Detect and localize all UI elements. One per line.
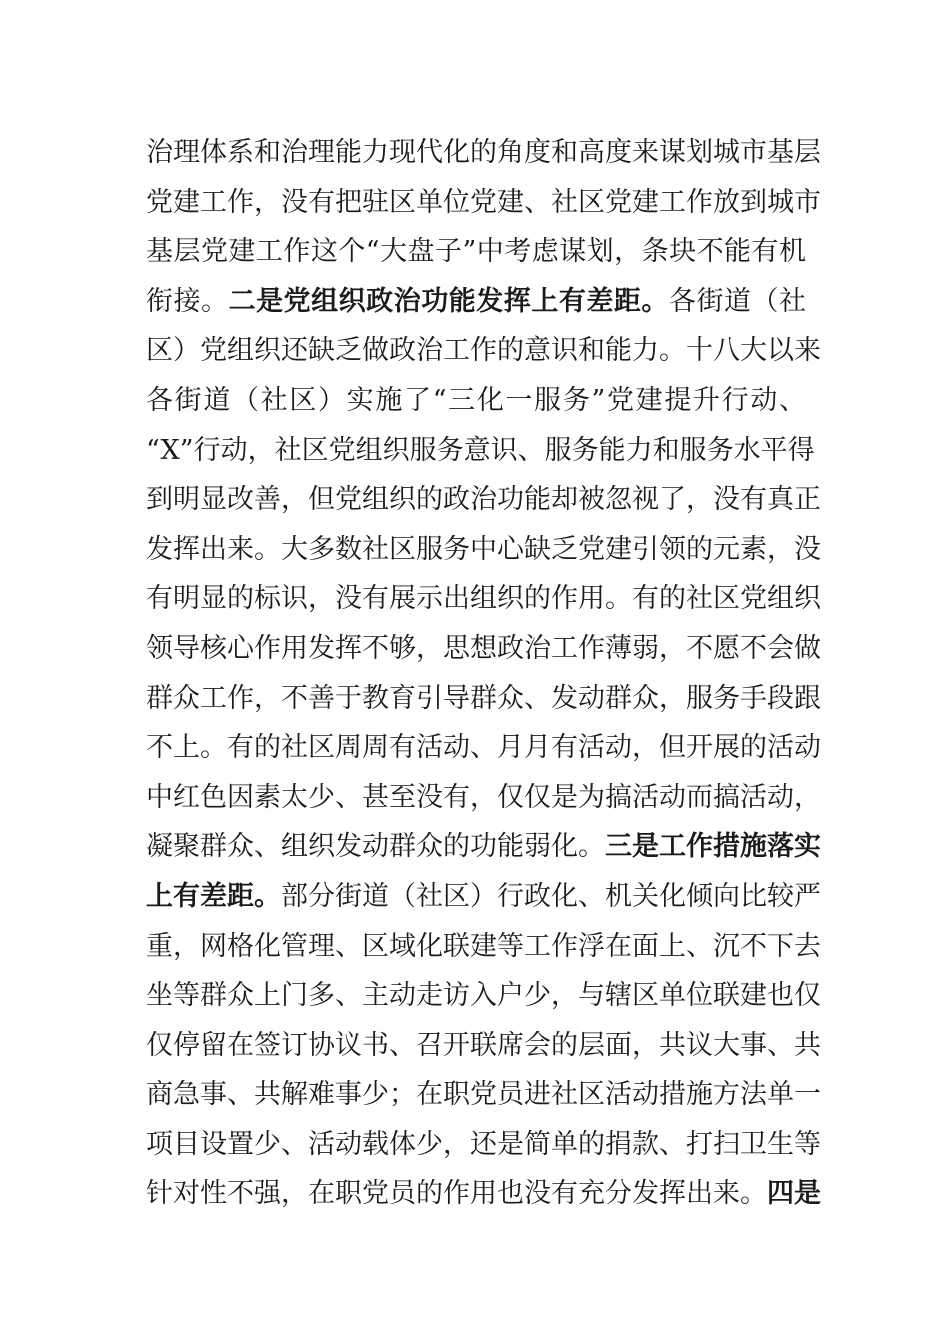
text-segment: 党建工作，没有把驻区单位党建、社区党建工作放到城市 (146, 186, 821, 218)
text-segment: 商急事、共解难事少；在职党员进社区活动措施方法单一 (146, 1079, 821, 1111)
text-line (146, 1169, 821, 1219)
bold-heading-segment: 上有差距。 (146, 880, 281, 912)
text-line (146, 525, 821, 575)
text-line (146, 1070, 821, 1120)
text-line (146, 624, 821, 674)
text-line (146, 822, 821, 872)
text-segment: 发挥出来。大多数社区服务中心缺乏党建引领的元素，没 (146, 533, 821, 565)
text-line (146, 128, 821, 178)
text-segment: 仅停留在签订协议书、召开联席会的层面，共议大事、共 (146, 1029, 821, 1061)
text-line (146, 376, 806, 426)
text-segment: 区）党组织还缺乏做政治工作的意识和能力。十八大以来 (146, 335, 821, 367)
text-line (146, 475, 821, 525)
text-line (146, 277, 806, 327)
text-line (146, 426, 815, 476)
text-segment: 群众工作，不善于教育引导群众、发动群众，服务手段跟 (146, 682, 821, 714)
body-text (146, 128, 821, 1219)
text-segment: 领导核心作用发挥不够，思想政治工作薄弱，不愿不会做 (146, 632, 821, 664)
text-segment: 各街道（社区）实施了“三化一服务”党建提升行动、 (146, 384, 806, 416)
text-segment: 项目设置少、活动载体少，还是简单的捐款、打扫卫生等 (146, 1128, 821, 1160)
text-line (146, 178, 821, 228)
text-line (146, 872, 821, 922)
text-line (146, 674, 821, 724)
bold-heading-segment: 三是工作措施落实 (605, 831, 821, 863)
bold-heading-segment: 二是党组织政治功能发挥上有差距。 (228, 285, 669, 317)
text-segment: “X”行动，社区党组织服务意识、服务能力和服务水平得 (146, 434, 815, 466)
text-segment: 不上。有的社区周周有活动、月月有活动，但开展的活动 (146, 732, 821, 764)
text-segment: 各街道（社 (668, 285, 807, 317)
text-segment: 坐等群众上门多、主动走访入户少，与辖区单位联建也仅 (146, 980, 821, 1012)
text-line (146, 1021, 821, 1071)
text-line (146, 922, 821, 972)
text-segment: 有明显的标识，没有展示出组织的作用。有的社区党组织 (146, 583, 821, 615)
text-segment: 中红色因素太少、甚至没有，仅仅是为搞活动而搞活动， (146, 781, 821, 813)
text-segment: 治理体系和治理能力现代化的角度和高度来谋划城市基层 (146, 137, 821, 168)
text-line (146, 227, 806, 277)
text-segment: 衔接。 (146, 285, 229, 317)
text-line (146, 773, 821, 823)
text-segment: 部分街道（社区）行政化、机关化倾向比较严 (281, 880, 821, 912)
text-line (146, 723, 821, 773)
text-line (146, 326, 821, 376)
text-segment: 针对性不强，在职党员的作用也没有充分发挥出来。 (146, 1178, 767, 1210)
text-line (146, 971, 821, 1021)
text-segment: 基层党建工作这个“大盘子”中考虑谋划，条块不能有机 (146, 236, 806, 268)
text-segment: 凝聚群众、组织发动群众的功能弱化。 (146, 831, 605, 863)
text-segment: 到明显改善，但党组织的政治功能却被忽视了，没有真正 (146, 484, 821, 516)
bold-heading-segment: 四是 (767, 1178, 821, 1210)
text-line (146, 574, 821, 624)
text-line (146, 1120, 821, 1170)
text-segment: 重，网格化管理、区域化联建等工作浮在面上、沉不下去 (146, 930, 821, 962)
